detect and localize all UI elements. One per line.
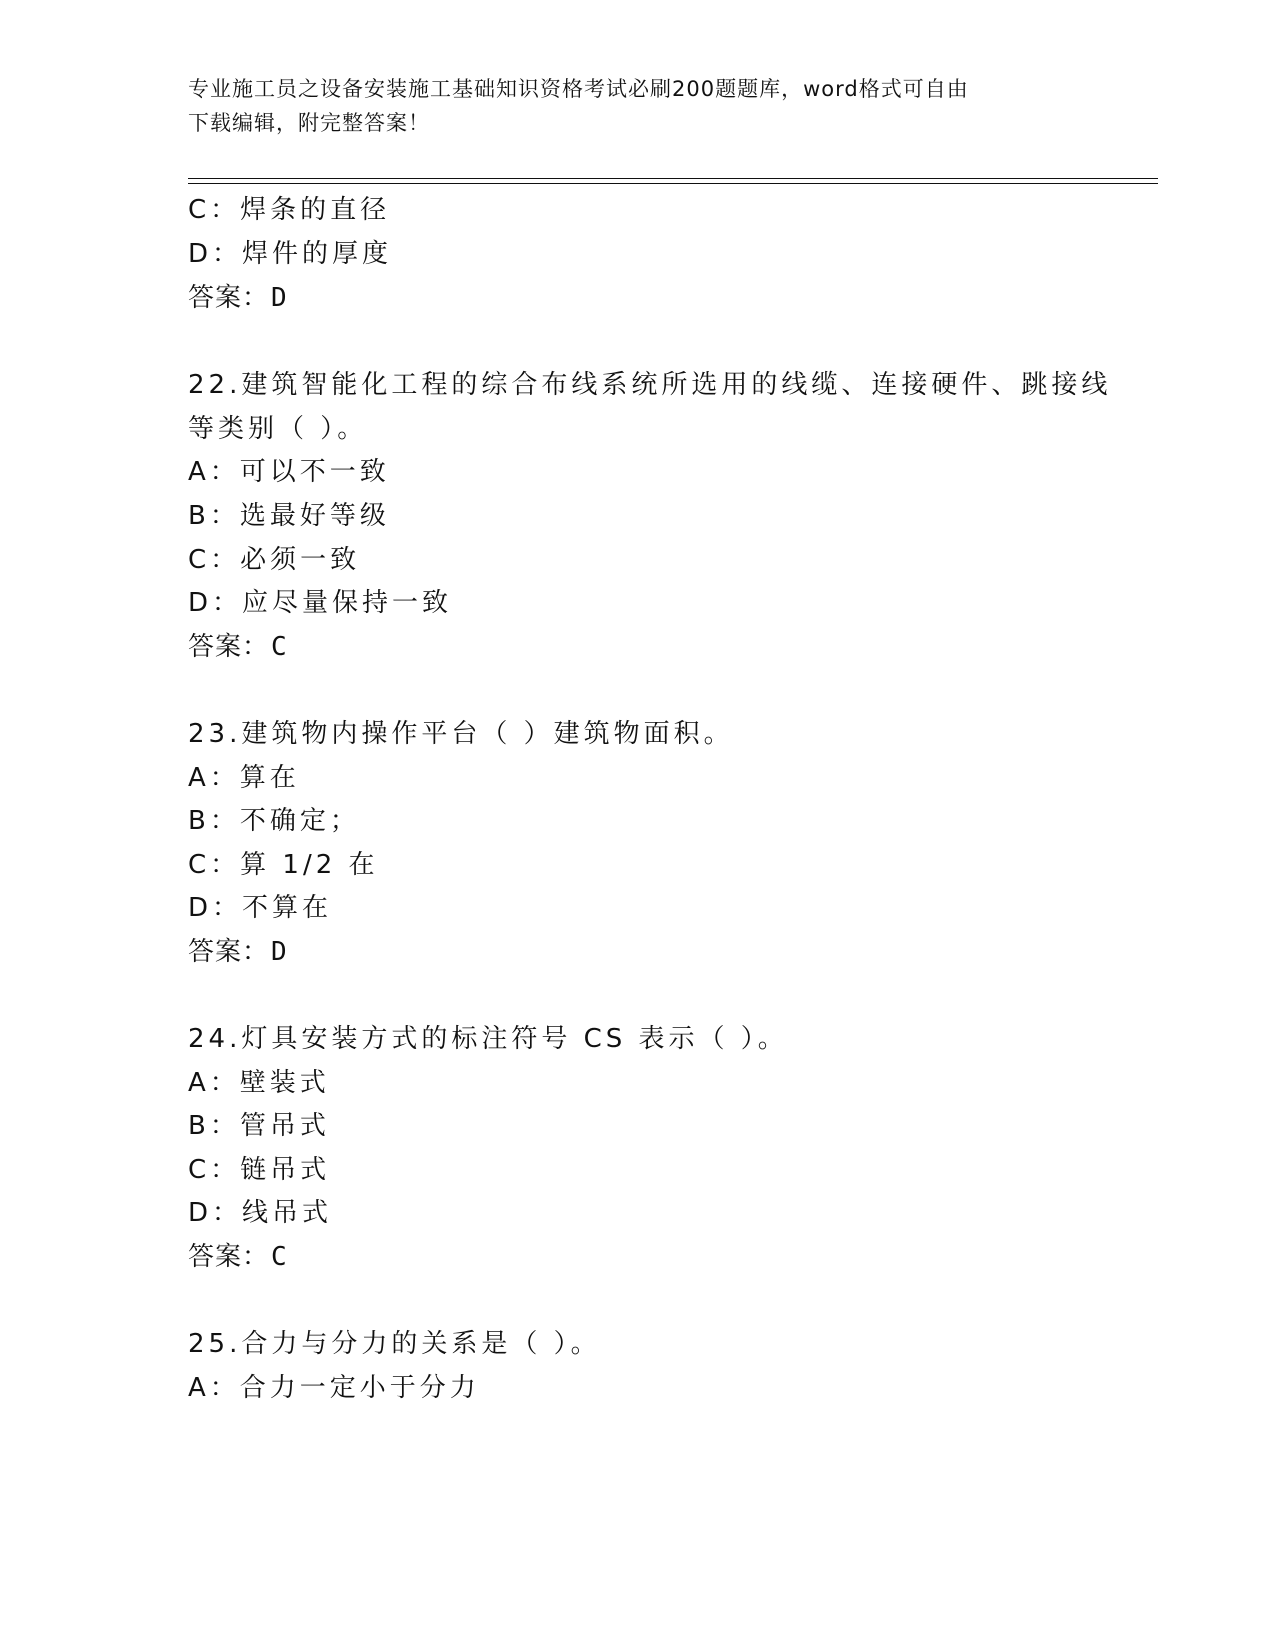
q24-answer [188, 1240, 288, 1274]
q22-option-d: D：应尽量保持一致 [188, 588, 453, 618]
q21-answer [188, 281, 288, 315]
q23-option-d: D：不算在 [188, 893, 333, 923]
q24-option-a: A：壁装式 [188, 1068, 330, 1098]
header-divider-top [188, 178, 1158, 179]
q24-stem: 24.灯具安装方式的标注符号 CS 表示（ ）。 [188, 1024, 788, 1054]
header-line-2: 下载编辑，附完整答案！ [188, 111, 430, 135]
header-divider-bottom [188, 183, 1158, 184]
q22-option-a: A：可以不一致 [188, 457, 390, 487]
q24-option-c: C：链吊式 [188, 1155, 331, 1185]
q24-option-d: D：线吊式 [188, 1198, 333, 1228]
answer-value: D [271, 283, 288, 313]
answer-label: 答案： [188, 937, 270, 967]
q21-option-c: C：焊条的直径 [188, 195, 391, 225]
q25-stem: 25.合力与分力的关系是（ ）。 [188, 1329, 601, 1359]
q22-stem-line-1: 22.建筑智能化工程的综合布线系统所选用的线缆、连接硬件、跳接线 [188, 370, 1112, 400]
q23-option-b: B：不确定； [188, 806, 360, 836]
q23-option-c: C：算 1/2 在 [188, 850, 379, 880]
answer-value: C [271, 1242, 288, 1272]
q21-option-d: D：焊件的厚度 [188, 239, 393, 269]
answer-label: 答案： [188, 283, 270, 313]
q25-option-a: A：合力一定小于分力 [188, 1373, 480, 1403]
q22-option-c: C：必须一致 [188, 545, 361, 575]
answer-label: 答案： [188, 632, 270, 662]
q23-stem: 23.建筑物内操作平台（ ）建筑物面积。 [188, 719, 734, 749]
q22-answer [188, 630, 288, 664]
q24-option-b: B：管吊式 [188, 1111, 330, 1141]
q23-option-a: A：算在 [188, 763, 300, 793]
q23-answer [188, 935, 288, 969]
q22-stem-line-2: 等类别（ ）。 [188, 414, 368, 444]
answer-value: C [271, 632, 288, 662]
q22-option-b: B：选最好等级 [188, 501, 390, 531]
answer-label: 答案： [188, 1242, 270, 1272]
header-line-1: 专业施工员之设备安装施工基础知识资格考试必刷200题题库，word格式可自由 [188, 77, 969, 101]
answer-value: D [271, 937, 288, 967]
document-header [188, 72, 1088, 140]
